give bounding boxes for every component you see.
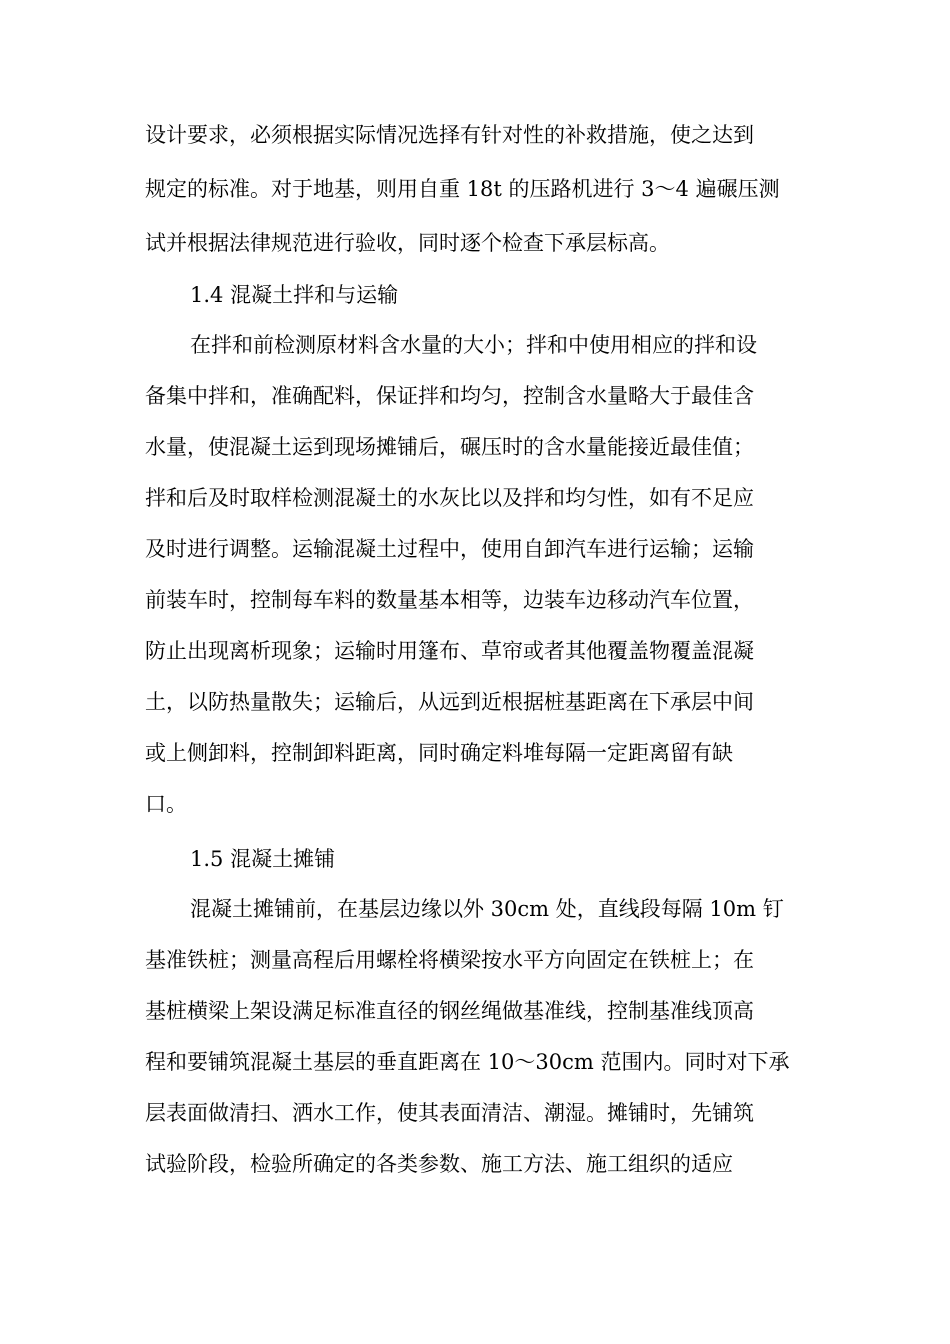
text-line: 基桩横梁上架设满足标准直径的钢丝绳做基准线，控制基准线顶高	[145, 999, 754, 1023]
text-line: 备集中拌和，准确配料，保证拌和均匀，控制含水量略大于最佳含	[145, 384, 754, 408]
text-line: 规定的标准。对于地基，则用自重 18t 的压路机进行 3～4 遍碾压测	[145, 177, 780, 201]
section-heading: 1.4 混凝土拌和与运输	[190, 283, 399, 307]
text-line: 水量，使混凝土运到现场摊铺后，碾压时的含水量能接近最佳值；	[145, 435, 754, 459]
text-line: 层表面做清扫、洒水工作，使其表面清洁、潮湿。摊铺时，先铺筑	[145, 1101, 754, 1125]
text-line: 口。	[145, 792, 187, 816]
section-heading: 1.5 混凝土摊铺	[190, 847, 336, 871]
text-line: 土，以防热量散失；运输后，从远到近根据桩基距离在下承层中间	[145, 690, 754, 714]
text-line: 设计要求，必须根据实际情况选择有针对性的补救措施，使之达到	[145, 123, 754, 147]
text-line: 防止出现离析现象；运输时用篷布、草帘或者其他覆盖物覆盖混凝	[145, 639, 754, 663]
text-line: 在拌和前检测原材料含水量的大小；拌和中使用相应的拌和设	[190, 333, 757, 357]
text-line: 或上侧卸料，控制卸料距离，同时确定料堆每隔一定距离留有缺	[145, 741, 733, 765]
text-line: 拌和后及时取样检测混凝土的水灰比以及拌和均匀性，如有不足应	[145, 486, 754, 510]
text-line: 及时进行调整。运输混凝土过程中，使用自卸汽车进行运输；运输	[145, 537, 754, 561]
text-line: 基准铁桩；测量高程后用螺栓将横梁按水平方向固定在铁桩上；在	[145, 948, 754, 972]
text-line: 前装车时，控制每车料的数量基本相等，边装车边移动汽车位置，	[145, 588, 754, 612]
text-line: 试验阶段，检验所确定的各类参数、施工方法、施工组织的适应	[145, 1152, 733, 1176]
text-line: 试并根据法律规范进行验收，同时逐个检查下承层标高。	[145, 231, 670, 255]
text-line: 程和要铺筑混凝土基层的垂直距离在 10～30cm 范围内。同时对下承	[145, 1050, 790, 1074]
text-line: 混凝土摊铺前，在基层边缘以外 30cm 处，直线段每隔 10m 钉	[190, 897, 784, 921]
